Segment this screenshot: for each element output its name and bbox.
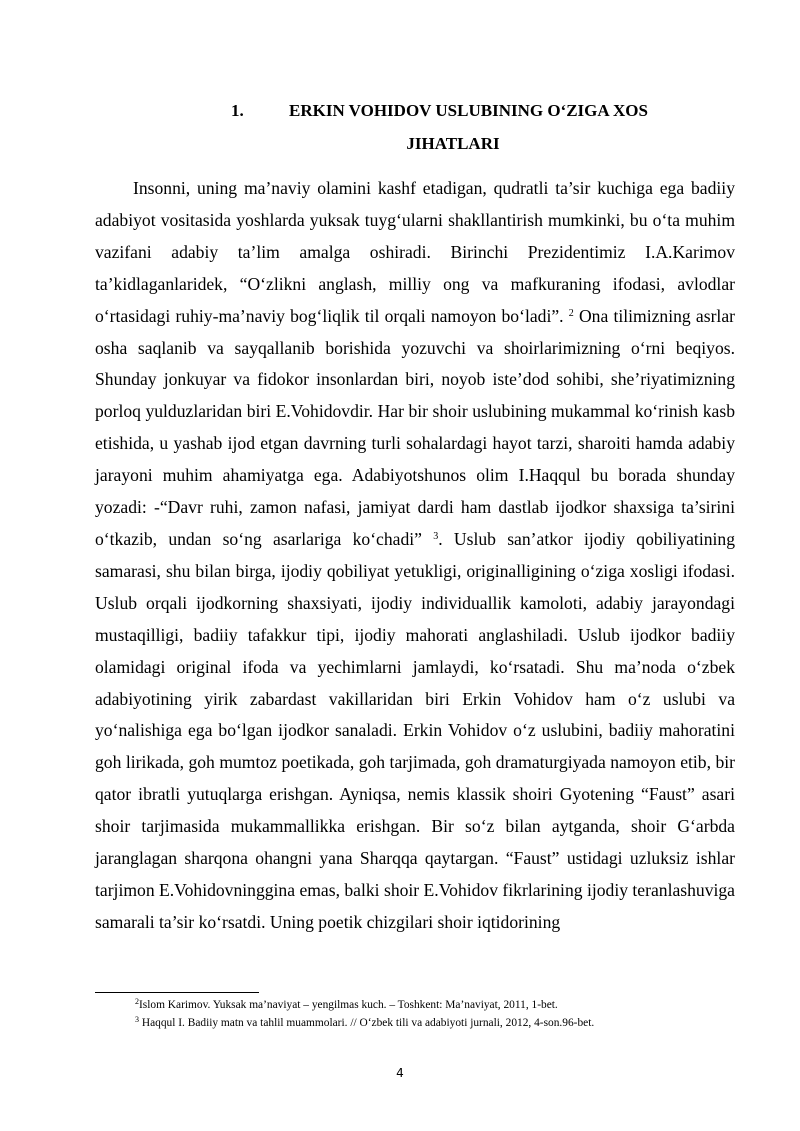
page-number: 4 — [396, 1066, 404, 1080]
body-paragraph — [95, 173, 735, 939]
body-text-part-2: Ona tilimizning asrlar osha saqlanib va sayqallanib borishida yozuvchi va shoirlarimizning o‘rni beqiyos. Shunday jonkuyar va fidokor insonlardan biri, noyob iste’dod sohibi, she’riyatimizning porloq yulduzlaridan biri E.Vohidovdir. Har bir shoir uslubining mukammal ko‘rinish kasb etishida, u yashab ijod etgan davrning turli sohalardagi hayot tarzi, sharoiti hamda adabiy jarayoni muhim ahamiyatga ega. Adabiyotshunos olim I.Haqqul bu borada shunday yozadi: -“Davr ruhi, zamon nafasi, jamiyat dardi ham dastlab ijodkor shaxsiga ta’sirini o‘tkazib, undan so‘ng asarlariga ko‘chadi” — [95, 305, 735, 549]
section-number: 1. — [231, 101, 244, 120]
footnote-mark: 2 — [135, 997, 139, 1006]
footnote-separator — [95, 992, 259, 993]
footnote-item — [95, 996, 735, 1014]
section-title-line-1: ERKIN VOHIDOV USLUBINING O‘ZIGA XOS — [289, 101, 648, 120]
footnote-mark: 3 — [135, 1015, 139, 1024]
body-text-part-3: . Uslub san’atkor ijodiy qobiliyatining samarasi, shu bilan birga, ijodiy qobiliyat yetukligi, originalligining o‘ziga xosligi ifodasi. Uslub orqali ijodkorning shaxsiyati, ijodiy individuallik kamoloti, adabiy jarayondagi mustaqilligi, badiiy tafakkur tipi, ijodiy mahorati anglashiladi. Uslub ijodkor badiiy olamidagi original ifoda va yechimlarni jamlaydi, ko‘rsatadi. Shu ma’noda o‘zbek adabiyotining yirik zabardast vakillaridan biri Erkin Vohidov ham o‘z uslubi va yo‘nalishiga ega bo‘lgan ijodkor sanaladi. Erkin Vohidov o‘z uslubini, badiiy mahoratini goh lirikada, goh mumtoz poetikada, goh tarjimada, goh dramaturgiyada namoyon etib, bir qator ibratli yutuqlarga erishgan. Ayniqsa, nemis klassik shoiri Gyotening “Faust” asari shoir tarjimasida mukammallikka erishgan. Bir so‘z bilan aytganda, shoir G‘arbda jaranglagan sharqona ohangni yana Sharqqa qaytargan. “Faust” ustidagi uzluksiz ishlar tarjimon E.Vohidovninggina emas, balki shoir E.Vohidov fikrlarining ijodiy teranlashuviga samarali ta’sir ko‘rsatdi. Uning poetik chizgilari shoir iqtidorining — [95, 528, 735, 932]
footnote-text: Islom Karimov. Yuksak ma’naviyat – yengilmas kuch. – Toshkent: Ma’naviyat, 2011, 1-bet. — [139, 999, 558, 1011]
footnote-ref-2: 2 — [568, 307, 574, 319]
body-text-part-1: Insonni, uning ma’naviy olamini kashf etadigan, qudratli ta’sir kuchiga ega badiiy adabiyot vositasida yoshlarda yuksak tuyg‘ularni shakllantirish mumkinki, bu o‘ta muhim vazifani adabiy ta’lim amalga oshiradi. Birinchi Prezidentimiz I.A.Karimov ta’kidlaganlaridek, “O‘zlikni anglash, milliy ong va mafkuraning ifodasi, avlodlar o‘rtasidagi ruhiy-ma’naviy bog‘liqlik til orqali namoyon bo‘ladi”. — [95, 178, 735, 326]
footnote-item — [95, 1014, 735, 1032]
footnote-text: Haqqul I. Badiiy matn va tahlil muammolari. // O‘zbek tili va adabiyoti jurnali, 2012, 4-son.96-bet. — [139, 1017, 595, 1029]
section-title-line-2: JIHATLARI — [406, 134, 500, 153]
footnotes — [95, 996, 735, 1032]
footnote-ref-3: 3 — [433, 530, 439, 542]
